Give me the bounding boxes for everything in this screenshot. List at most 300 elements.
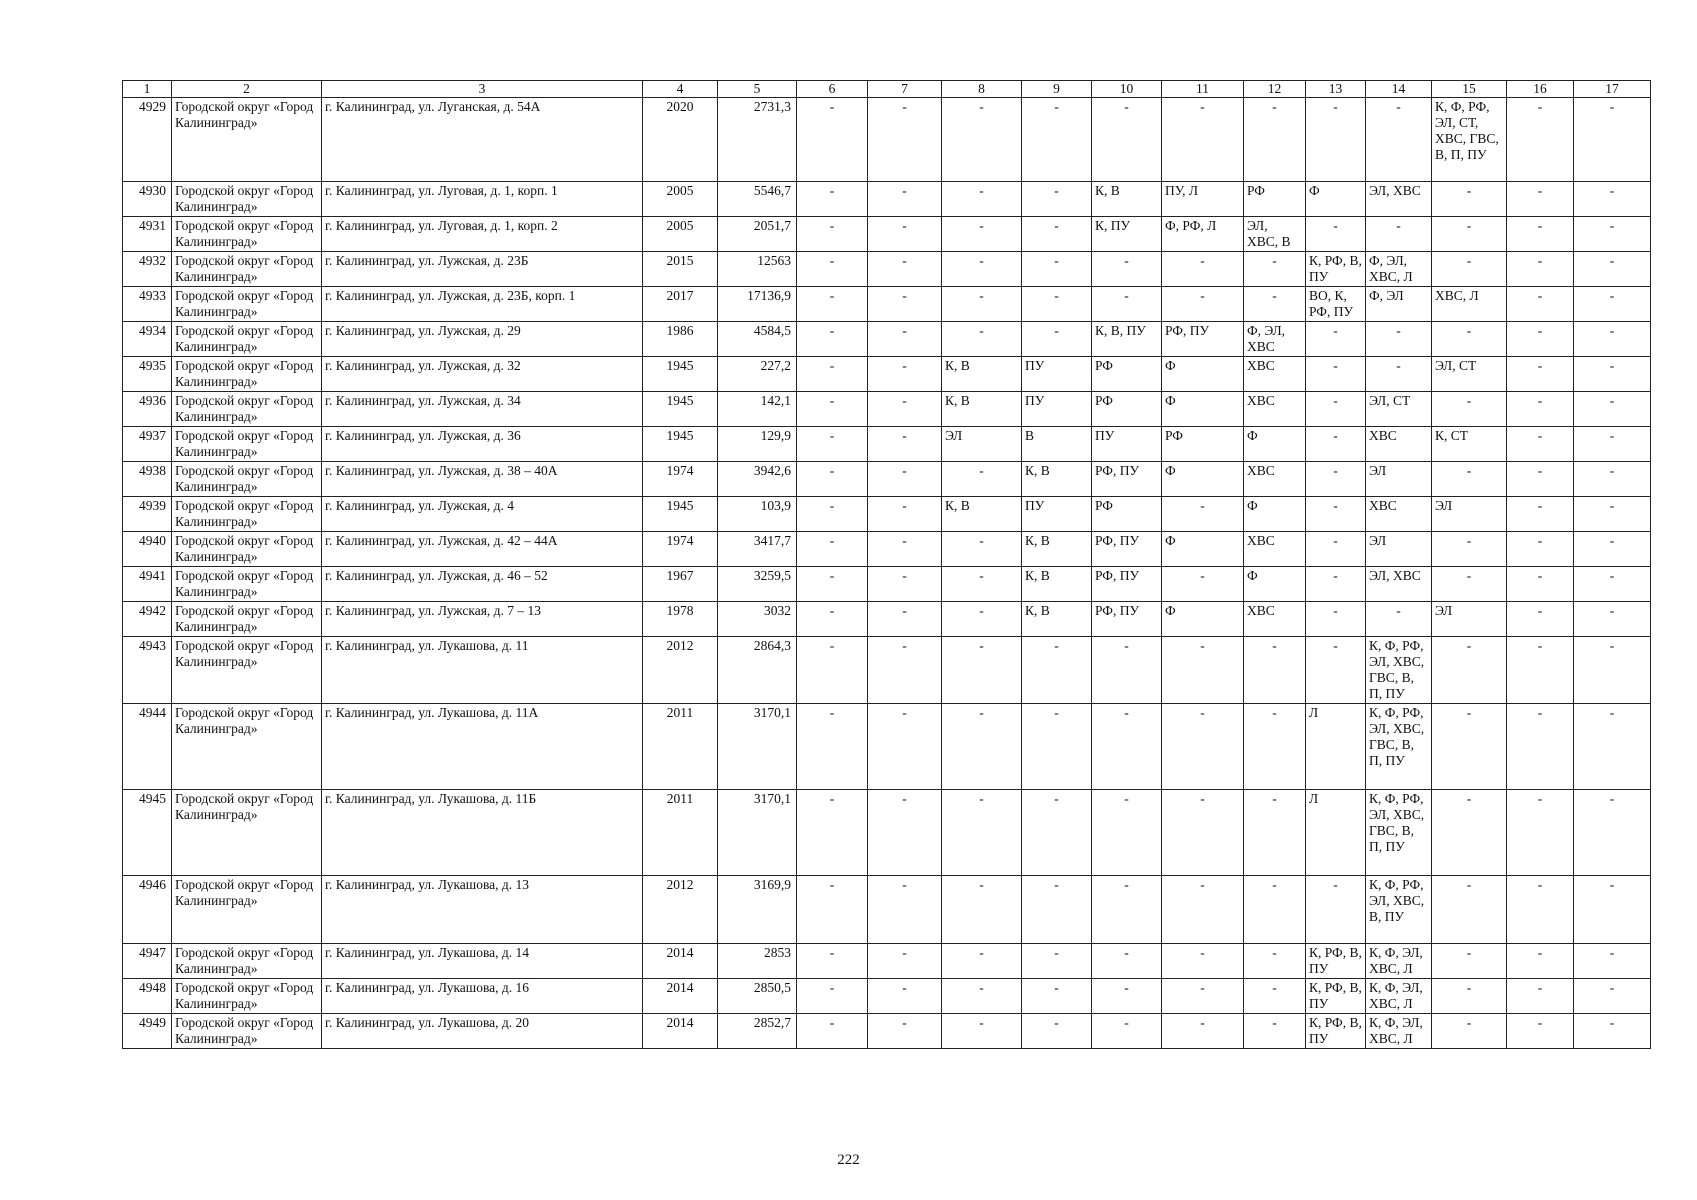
- col14-cell: -: [1366, 322, 1432, 357]
- col8-cell: -: [942, 462, 1022, 497]
- col14-cell: ХВС: [1366, 497, 1432, 532]
- area-cell: 2864,3: [718, 637, 797, 704]
- col11-cell: -: [1162, 567, 1244, 602]
- col6-cell: -: [797, 217, 868, 252]
- column-header-16: 16: [1507, 81, 1574, 98]
- column-header-8: 8: [942, 81, 1022, 98]
- table-row: [123, 944, 1651, 979]
- area-cell: 129,9: [718, 427, 797, 462]
- year-cell: 1974: [643, 532, 718, 567]
- column-header-17: 17: [1574, 81, 1651, 98]
- municipality-cell: Городской округ «Город Калининград»: [172, 944, 322, 979]
- address-cell: г. Калининград, ул. Лукашова, д. 14: [322, 944, 643, 979]
- col17-cell: -: [1574, 532, 1651, 567]
- col17-cell: -: [1574, 252, 1651, 287]
- col10-cell: -: [1092, 98, 1162, 182]
- year-cell: 2012: [643, 637, 718, 704]
- municipality-cell: Городской округ «Город Калининград»: [172, 637, 322, 704]
- col11-cell: Ф: [1162, 462, 1244, 497]
- col6-cell: -: [797, 637, 868, 704]
- address-cell: г. Калининград, ул. Лукашова, д. 11Б: [322, 790, 643, 876]
- col12-cell: ХВС: [1244, 532, 1306, 567]
- year-cell: 2005: [643, 182, 718, 217]
- col16-cell: -: [1507, 392, 1574, 427]
- col9-cell: -: [1022, 790, 1092, 876]
- col14-cell: -: [1366, 217, 1432, 252]
- col14-cell: Ф, ЭЛ, ХВС, Л: [1366, 252, 1432, 287]
- year-cell: 1945: [643, 392, 718, 427]
- col13-cell: К, РФ, В, ПУ: [1306, 1014, 1366, 1049]
- municipality-cell: Городской округ «Город Калининград»: [172, 876, 322, 944]
- area-cell: 3032: [718, 602, 797, 637]
- table-row: [123, 98, 1651, 182]
- table-row: [123, 602, 1651, 637]
- col10-cell: ПУ: [1092, 427, 1162, 462]
- col7-cell: -: [868, 427, 942, 462]
- address-cell: г. Калининград, ул. Лужская, д. 36: [322, 427, 643, 462]
- col16-cell: -: [1507, 532, 1574, 567]
- address-cell: г. Калининград, ул. Лужская, д. 4: [322, 497, 643, 532]
- table-row: [123, 322, 1651, 357]
- municipality-cell: Городской округ «Город Калининград»: [172, 532, 322, 567]
- col15-cell: -: [1432, 462, 1507, 497]
- area-cell: 12563: [718, 252, 797, 287]
- col13-cell: К, РФ, В, ПУ: [1306, 252, 1366, 287]
- col15-cell: -: [1432, 637, 1507, 704]
- table-row: [123, 427, 1651, 462]
- col11-cell: ПУ, Л: [1162, 182, 1244, 217]
- table-row: [123, 790, 1651, 876]
- col8-cell: -: [942, 567, 1022, 602]
- column-header-5: 5: [718, 81, 797, 98]
- col7-cell: -: [868, 944, 942, 979]
- col9-cell: -: [1022, 944, 1092, 979]
- col8-cell: -: [942, 252, 1022, 287]
- col13-cell: -: [1306, 427, 1366, 462]
- col16-cell: -: [1507, 217, 1574, 252]
- col13-cell: Л: [1306, 704, 1366, 790]
- column-number-row: [123, 81, 1651, 98]
- col16-cell: -: [1507, 182, 1574, 217]
- col9-cell: К, В: [1022, 532, 1092, 567]
- municipality-cell: Городской округ «Город Калининград»: [172, 357, 322, 392]
- col11-cell: Ф: [1162, 532, 1244, 567]
- col6-cell: -: [797, 944, 868, 979]
- col17-cell: -: [1574, 287, 1651, 322]
- col6-cell: -: [797, 392, 868, 427]
- col9-cell: В: [1022, 427, 1092, 462]
- table-row: [123, 252, 1651, 287]
- col13-cell: К, РФ, В, ПУ: [1306, 979, 1366, 1014]
- address-cell: г. Калининград, ул. Луговая, д. 1, корп. 1: [322, 182, 643, 217]
- col6-cell: -: [797, 252, 868, 287]
- col13-cell: -: [1306, 98, 1366, 182]
- col12-cell: -: [1244, 637, 1306, 704]
- area-cell: 227,2: [718, 357, 797, 392]
- year-cell: 2005: [643, 217, 718, 252]
- col6-cell: -: [797, 357, 868, 392]
- page-number: 222: [837, 1152, 860, 1168]
- municipality-cell: Городской округ «Город Калининград»: [172, 979, 322, 1014]
- table-row: [123, 876, 1651, 944]
- col12-cell: Ф: [1244, 567, 1306, 602]
- col16-cell: -: [1507, 497, 1574, 532]
- address-cell: г. Калининград, ул. Лукашова, д. 11: [322, 637, 643, 704]
- col10-cell: -: [1092, 944, 1162, 979]
- col8-cell: ЭЛ: [942, 427, 1022, 462]
- year-cell: 1986: [643, 322, 718, 357]
- address-cell: г. Калининград, ул. Лужская, д. 32: [322, 357, 643, 392]
- col12-cell: Ф, ЭЛ, ХВС: [1244, 322, 1306, 357]
- column-header-6: 6: [797, 81, 868, 98]
- col12-cell: -: [1244, 287, 1306, 322]
- col11-cell: -: [1162, 944, 1244, 979]
- col8-cell: -: [942, 944, 1022, 979]
- col10-cell: РФ, ПУ: [1092, 462, 1162, 497]
- col7-cell: -: [868, 392, 942, 427]
- row-number: 4934: [123, 322, 172, 357]
- col10-cell: РФ, ПУ: [1092, 567, 1162, 602]
- col6-cell: -: [797, 287, 868, 322]
- area-cell: 3170,1: [718, 704, 797, 790]
- area-cell: 2853: [718, 944, 797, 979]
- area-cell: 2731,3: [718, 98, 797, 182]
- col13-cell: -: [1306, 217, 1366, 252]
- col15-cell: ЭЛ: [1432, 602, 1507, 637]
- col15-cell: К, Ф, РФ, ЭЛ, СТ, ХВС, ГВС, В, П, ПУ: [1432, 98, 1507, 182]
- col9-cell: ПУ: [1022, 392, 1092, 427]
- address-cell: г. Калининград, ул. Лукашова, д. 16: [322, 979, 643, 1014]
- col12-cell: -: [1244, 252, 1306, 287]
- col6-cell: -: [797, 979, 868, 1014]
- col14-cell: ЭЛ: [1366, 462, 1432, 497]
- row-number: 4933: [123, 287, 172, 322]
- col6-cell: -: [797, 704, 868, 790]
- table-row: [123, 462, 1651, 497]
- col13-cell: Ф: [1306, 182, 1366, 217]
- row-number: 4931: [123, 217, 172, 252]
- area-cell: 2850,5: [718, 979, 797, 1014]
- col11-cell: Ф: [1162, 602, 1244, 637]
- col15-cell: -: [1432, 704, 1507, 790]
- address-cell: г. Калининград, ул. Лужская, д. 42 – 44А: [322, 532, 643, 567]
- col16-cell: -: [1507, 357, 1574, 392]
- year-cell: 2020: [643, 98, 718, 182]
- municipality-cell: Городской округ «Город Калининград»: [172, 427, 322, 462]
- address-cell: г. Калининград, ул. Лужская, д. 46 – 52: [322, 567, 643, 602]
- col16-cell: -: [1507, 567, 1574, 602]
- column-header-12: 12: [1244, 81, 1306, 98]
- col12-cell: -: [1244, 98, 1306, 182]
- col16-cell: -: [1507, 98, 1574, 182]
- municipality-cell: Городской округ «Город Калининград»: [172, 392, 322, 427]
- address-cell: г. Калининград, ул. Лукашова, д. 13: [322, 876, 643, 944]
- col6-cell: -: [797, 602, 868, 637]
- row-number: 4941: [123, 567, 172, 602]
- col16-cell: -: [1507, 704, 1574, 790]
- col16-cell: -: [1507, 979, 1574, 1014]
- col6-cell: -: [797, 462, 868, 497]
- col15-cell: -: [1432, 876, 1507, 944]
- column-header-1: 1: [123, 81, 172, 98]
- col14-cell: К, Ф, РФ, ЭЛ, ХВС, ГВС, В, П, ПУ: [1366, 637, 1432, 704]
- col10-cell: К, ПУ: [1092, 217, 1162, 252]
- column-header-2: 2: [172, 81, 322, 98]
- col11-cell: -: [1162, 704, 1244, 790]
- col7-cell: -: [868, 876, 942, 944]
- year-cell: 2012: [643, 876, 718, 944]
- col14-cell: ЭЛ, ХВС: [1366, 182, 1432, 217]
- col8-cell: -: [942, 602, 1022, 637]
- table-row: [123, 182, 1651, 217]
- col13-cell: -: [1306, 567, 1366, 602]
- row-number: 4944: [123, 704, 172, 790]
- col8-cell: К, В: [942, 392, 1022, 427]
- col8-cell: -: [942, 704, 1022, 790]
- col7-cell: -: [868, 532, 942, 567]
- col10-cell: -: [1092, 704, 1162, 790]
- col15-cell: -: [1432, 1014, 1507, 1049]
- year-cell: 2014: [643, 979, 718, 1014]
- municipality-cell: Городской округ «Город Калининград»: [172, 462, 322, 497]
- table-row: [123, 704, 1651, 790]
- col10-cell: -: [1092, 637, 1162, 704]
- area-cell: 3942,6: [718, 462, 797, 497]
- row-number: 4936: [123, 392, 172, 427]
- area-cell: 2051,7: [718, 217, 797, 252]
- col12-cell: -: [1244, 944, 1306, 979]
- col14-cell: К, Ф, ЭЛ, ХВС, Л: [1366, 1014, 1432, 1049]
- address-cell: г. Калининград, ул. Луганская, д. 54А: [322, 98, 643, 182]
- address-cell: г. Калининград, ул. Лужская, д. 29: [322, 322, 643, 357]
- municipality-cell: Городской округ «Город Калининград»: [172, 252, 322, 287]
- col14-cell: К, Ф, РФ, ЭЛ, ХВС, ГВС, В, П, ПУ: [1366, 704, 1432, 790]
- row-number: 4939: [123, 497, 172, 532]
- col11-cell: -: [1162, 979, 1244, 1014]
- address-cell: г. Калининград, ул. Луговая, д. 1, корп. 2: [322, 217, 643, 252]
- row-number: 4946: [123, 876, 172, 944]
- col16-cell: -: [1507, 602, 1574, 637]
- col16-cell: -: [1507, 1014, 1574, 1049]
- area-cell: 3170,1: [718, 790, 797, 876]
- row-number: 4935: [123, 357, 172, 392]
- col13-cell: К, РФ, В, ПУ: [1306, 944, 1366, 979]
- row-number: 4945: [123, 790, 172, 876]
- municipality-cell: Городской округ «Город Калининград»: [172, 98, 322, 182]
- col10-cell: РФ, ПУ: [1092, 602, 1162, 637]
- col7-cell: -: [868, 217, 942, 252]
- col11-cell: -: [1162, 252, 1244, 287]
- col9-cell: -: [1022, 252, 1092, 287]
- col17-cell: -: [1574, 392, 1651, 427]
- col16-cell: -: [1507, 322, 1574, 357]
- col17-cell: -: [1574, 217, 1651, 252]
- area-cell: 2852,7: [718, 1014, 797, 1049]
- col11-cell: Ф: [1162, 392, 1244, 427]
- col8-cell: -: [942, 979, 1022, 1014]
- row-number: 4943: [123, 637, 172, 704]
- area-cell: 5546,7: [718, 182, 797, 217]
- col12-cell: -: [1244, 979, 1306, 1014]
- row-number: 4949: [123, 1014, 172, 1049]
- row-number: 4947: [123, 944, 172, 979]
- col17-cell: -: [1574, 790, 1651, 876]
- col17-cell: -: [1574, 876, 1651, 944]
- col15-cell: К, СТ: [1432, 427, 1507, 462]
- area-cell: 4584,5: [718, 322, 797, 357]
- table-row: [123, 637, 1651, 704]
- col15-cell: -: [1432, 217, 1507, 252]
- table-row: [123, 567, 1651, 602]
- col6-cell: -: [797, 567, 868, 602]
- row-number: 4940: [123, 532, 172, 567]
- col9-cell: К, В: [1022, 602, 1092, 637]
- table-row: [123, 979, 1651, 1014]
- col10-cell: К, В: [1092, 182, 1162, 217]
- col11-cell: -: [1162, 876, 1244, 944]
- col7-cell: -: [868, 790, 942, 876]
- col12-cell: -: [1244, 790, 1306, 876]
- col13-cell: -: [1306, 322, 1366, 357]
- col6-cell: -: [797, 98, 868, 182]
- table-row: [123, 392, 1651, 427]
- col7-cell: -: [868, 704, 942, 790]
- col12-cell: -: [1244, 1014, 1306, 1049]
- col9-cell: -: [1022, 1014, 1092, 1049]
- register-table: [122, 80, 1651, 1049]
- col16-cell: -: [1507, 876, 1574, 944]
- area-cell: 3417,7: [718, 532, 797, 567]
- row-number: 4942: [123, 602, 172, 637]
- municipality-cell: Городской округ «Город Калининград»: [172, 704, 322, 790]
- col9-cell: К, В: [1022, 567, 1092, 602]
- municipality-cell: Городской округ «Город Калининград»: [172, 1014, 322, 1049]
- col9-cell: -: [1022, 322, 1092, 357]
- row-number: 4948: [123, 979, 172, 1014]
- municipality-cell: Городской округ «Город Калининград»: [172, 217, 322, 252]
- col9-cell: -: [1022, 182, 1092, 217]
- year-cell: 2011: [643, 790, 718, 876]
- col14-cell: -: [1366, 602, 1432, 637]
- col8-cell: К, В: [942, 497, 1022, 532]
- col14-cell: ХВС: [1366, 427, 1432, 462]
- col8-cell: -: [942, 182, 1022, 217]
- col17-cell: -: [1574, 427, 1651, 462]
- area-cell: 142,1: [718, 392, 797, 427]
- col9-cell: -: [1022, 704, 1092, 790]
- col13-cell: -: [1306, 532, 1366, 567]
- col12-cell: -: [1244, 876, 1306, 944]
- year-cell: 1967: [643, 567, 718, 602]
- col8-cell: -: [942, 790, 1022, 876]
- col17-cell: -: [1574, 182, 1651, 217]
- col6-cell: -: [797, 427, 868, 462]
- col15-cell: ХВС, Л: [1432, 287, 1507, 322]
- col15-cell: -: [1432, 532, 1507, 567]
- col16-cell: -: [1507, 427, 1574, 462]
- col12-cell: ХВС: [1244, 602, 1306, 637]
- year-cell: 1945: [643, 357, 718, 392]
- municipality-cell: Городской округ «Город Калининград»: [172, 602, 322, 637]
- col16-cell: -: [1507, 252, 1574, 287]
- table-row: [123, 287, 1651, 322]
- address-cell: г. Калининград, ул. Лукашова, д. 20: [322, 1014, 643, 1049]
- col14-cell: ЭЛ, СТ: [1366, 392, 1432, 427]
- col10-cell: РФ: [1092, 497, 1162, 532]
- col8-cell: -: [942, 217, 1022, 252]
- col13-cell: -: [1306, 637, 1366, 704]
- year-cell: 2011: [643, 704, 718, 790]
- col8-cell: -: [942, 532, 1022, 567]
- col16-cell: -: [1507, 462, 1574, 497]
- col7-cell: -: [868, 567, 942, 602]
- address-cell: г. Калининград, ул. Лужская, д. 23Б, корп. 1: [322, 287, 643, 322]
- col15-cell: -: [1432, 567, 1507, 602]
- year-cell: 2017: [643, 287, 718, 322]
- col17-cell: -: [1574, 704, 1651, 790]
- col17-cell: -: [1574, 637, 1651, 704]
- column-header-7: 7: [868, 81, 942, 98]
- col9-cell: -: [1022, 287, 1092, 322]
- col6-cell: -: [797, 497, 868, 532]
- col10-cell: -: [1092, 876, 1162, 944]
- col12-cell: Ф: [1244, 497, 1306, 532]
- col6-cell: -: [797, 1014, 868, 1049]
- col7-cell: -: [868, 287, 942, 322]
- area-cell: 3169,9: [718, 876, 797, 944]
- col6-cell: -: [797, 876, 868, 944]
- col7-cell: -: [868, 497, 942, 532]
- col11-cell: -: [1162, 98, 1244, 182]
- table-row: [123, 497, 1651, 532]
- col17-cell: -: [1574, 944, 1651, 979]
- col9-cell: -: [1022, 979, 1092, 1014]
- col10-cell: РФ: [1092, 357, 1162, 392]
- area-cell: 103,9: [718, 497, 797, 532]
- col10-cell: РФ, ПУ: [1092, 532, 1162, 567]
- col14-cell: Ф, ЭЛ: [1366, 287, 1432, 322]
- column-header-13: 13: [1306, 81, 1366, 98]
- col11-cell: -: [1162, 497, 1244, 532]
- year-cell: 1974: [643, 462, 718, 497]
- col10-cell: -: [1092, 790, 1162, 876]
- column-header-14: 14: [1366, 81, 1432, 98]
- col11-cell: -: [1162, 1014, 1244, 1049]
- year-cell: 2014: [643, 1014, 718, 1049]
- col8-cell: -: [942, 1014, 1022, 1049]
- address-cell: г. Калининград, ул. Лужская, д. 23Б: [322, 252, 643, 287]
- col13-cell: -: [1306, 392, 1366, 427]
- col14-cell: К, Ф, ЭЛ, ХВС, Л: [1366, 944, 1432, 979]
- col12-cell: ХВС: [1244, 462, 1306, 497]
- col11-cell: -: [1162, 287, 1244, 322]
- col7-cell: -: [868, 462, 942, 497]
- col11-cell: -: [1162, 790, 1244, 876]
- col14-cell: К, Ф, РФ, ЭЛ, ХВС, В, ПУ: [1366, 876, 1432, 944]
- address-cell: г. Калининград, ул. Лукашова, д. 11А: [322, 704, 643, 790]
- table-row: [123, 532, 1651, 567]
- year-cell: 1978: [643, 602, 718, 637]
- row-number: 4929: [123, 98, 172, 182]
- address-cell: г. Калининград, ул. Лужская, д. 34: [322, 392, 643, 427]
- col8-cell: -: [942, 876, 1022, 944]
- col14-cell: ЭЛ, ХВС: [1366, 567, 1432, 602]
- col17-cell: -: [1574, 462, 1651, 497]
- column-header-11: 11: [1162, 81, 1244, 98]
- col11-cell: Ф: [1162, 357, 1244, 392]
- column-header-9: 9: [1022, 81, 1092, 98]
- col12-cell: ХВС: [1244, 357, 1306, 392]
